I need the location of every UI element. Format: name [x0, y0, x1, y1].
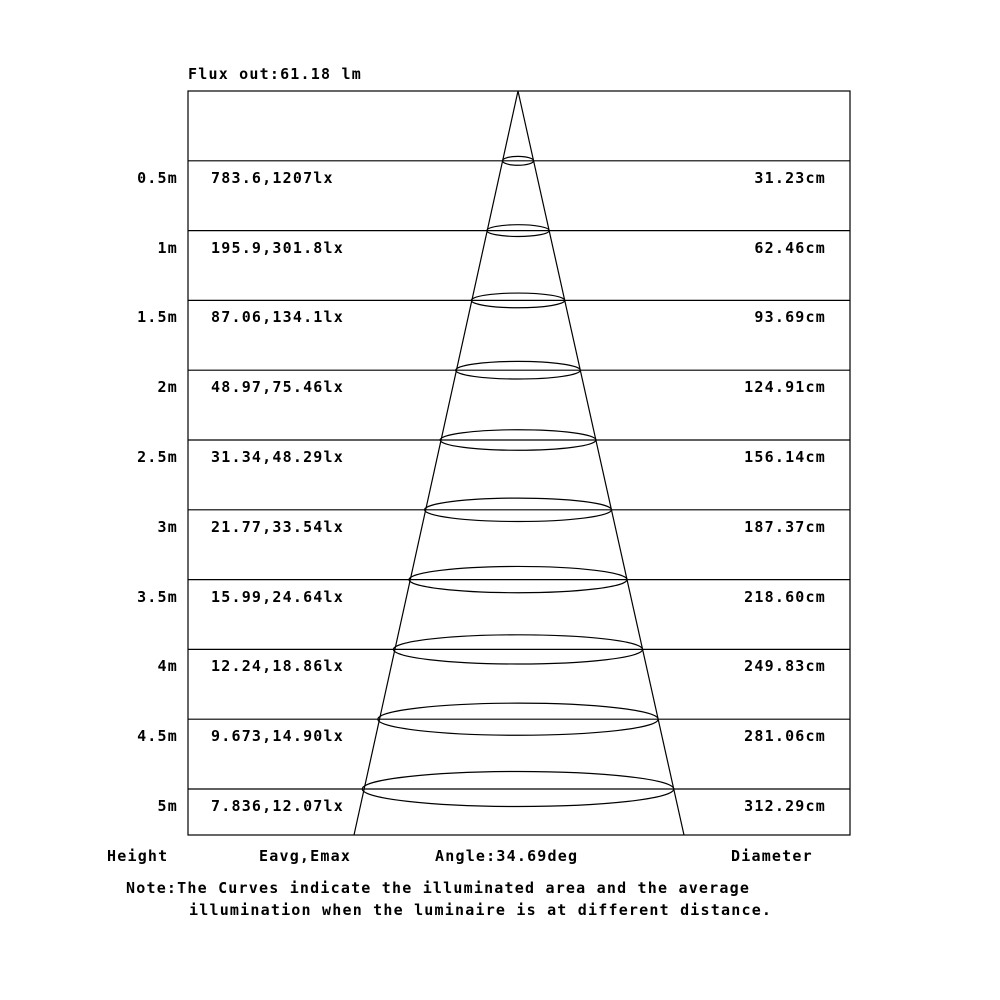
- row-height-value: 1m: [157, 238, 178, 257]
- row-diameter-value: 281.06cm: [744, 727, 826, 746]
- note-line-1: Note:The Curves indicate the illuminated area and the average: [126, 879, 751, 897]
- row-height-value: 1.5m: [137, 308, 178, 327]
- row-illuminance-value: 783.6,1207lx: [211, 168, 334, 187]
- row-height-value: 4m: [157, 657, 178, 676]
- row-illuminance-value: 12.24,18.86lx: [211, 657, 344, 676]
- note-line-2: illumination when the luminaire is at different distance.: [189, 901, 773, 919]
- row-height-value: 4.5m: [137, 727, 178, 746]
- row-illuminance-value: 21.77,33.54lx: [211, 517, 344, 536]
- cone-left-edge: [354, 91, 518, 835]
- illuminated-area-ellipses: [362, 156, 673, 806]
- row-diameter-value: 249.83cm: [744, 657, 826, 676]
- row-diameter-value: 312.29cm: [744, 797, 826, 815]
- row-illuminance-value: 31.34,48.29lx: [211, 448, 344, 466]
- row-diameter-value: 187.37cm: [744, 517, 826, 536]
- row-height-value: 2m: [157, 378, 178, 397]
- row-height-value: 3m: [157, 517, 178, 536]
- row-illuminance-value: 48.97,75.46lx: [211, 378, 344, 397]
- beam-cone: [354, 91, 684, 835]
- illuminance-column-label: Eavg,Emax: [259, 847, 352, 865]
- row-diameter-value: 31.23cm: [754, 168, 826, 187]
- cone-right-edge: [518, 91, 684, 835]
- row-diameter-value: 62.46cm: [754, 238, 826, 257]
- row-illuminance-value: 9.673,14.90lx: [211, 727, 344, 746]
- row-height-value: 3.5m: [137, 587, 178, 606]
- row-diameter-value: 218.60cm: [744, 587, 826, 606]
- row-diameter-value: 93.69cm: [754, 308, 826, 327]
- row-diameter-value: 124.91cm: [744, 378, 826, 397]
- row-illuminance-value: 7.836,12.07lx: [211, 797, 344, 815]
- row-illuminance-value: 87.06,134.1lx: [211, 308, 344, 327]
- row-illuminance-value: 15.99,24.64lx: [211, 587, 344, 606]
- row-height-value: 0.5m: [137, 168, 178, 187]
- height-column-label: Height: [107, 847, 169, 865]
- row-diameter-value: 156.14cm: [744, 448, 826, 466]
- row-height-value: 5m: [157, 797, 178, 815]
- beam-angle-label: Angle:34.69deg: [435, 847, 579, 865]
- flux-out-label: Flux out:61.18 lm: [188, 65, 362, 83]
- diameter-column-label: Diameter: [731, 847, 813, 865]
- row-illuminance-value: 195.9,301.8lx: [211, 238, 344, 257]
- row-height-value: 2.5m: [137, 448, 178, 466]
